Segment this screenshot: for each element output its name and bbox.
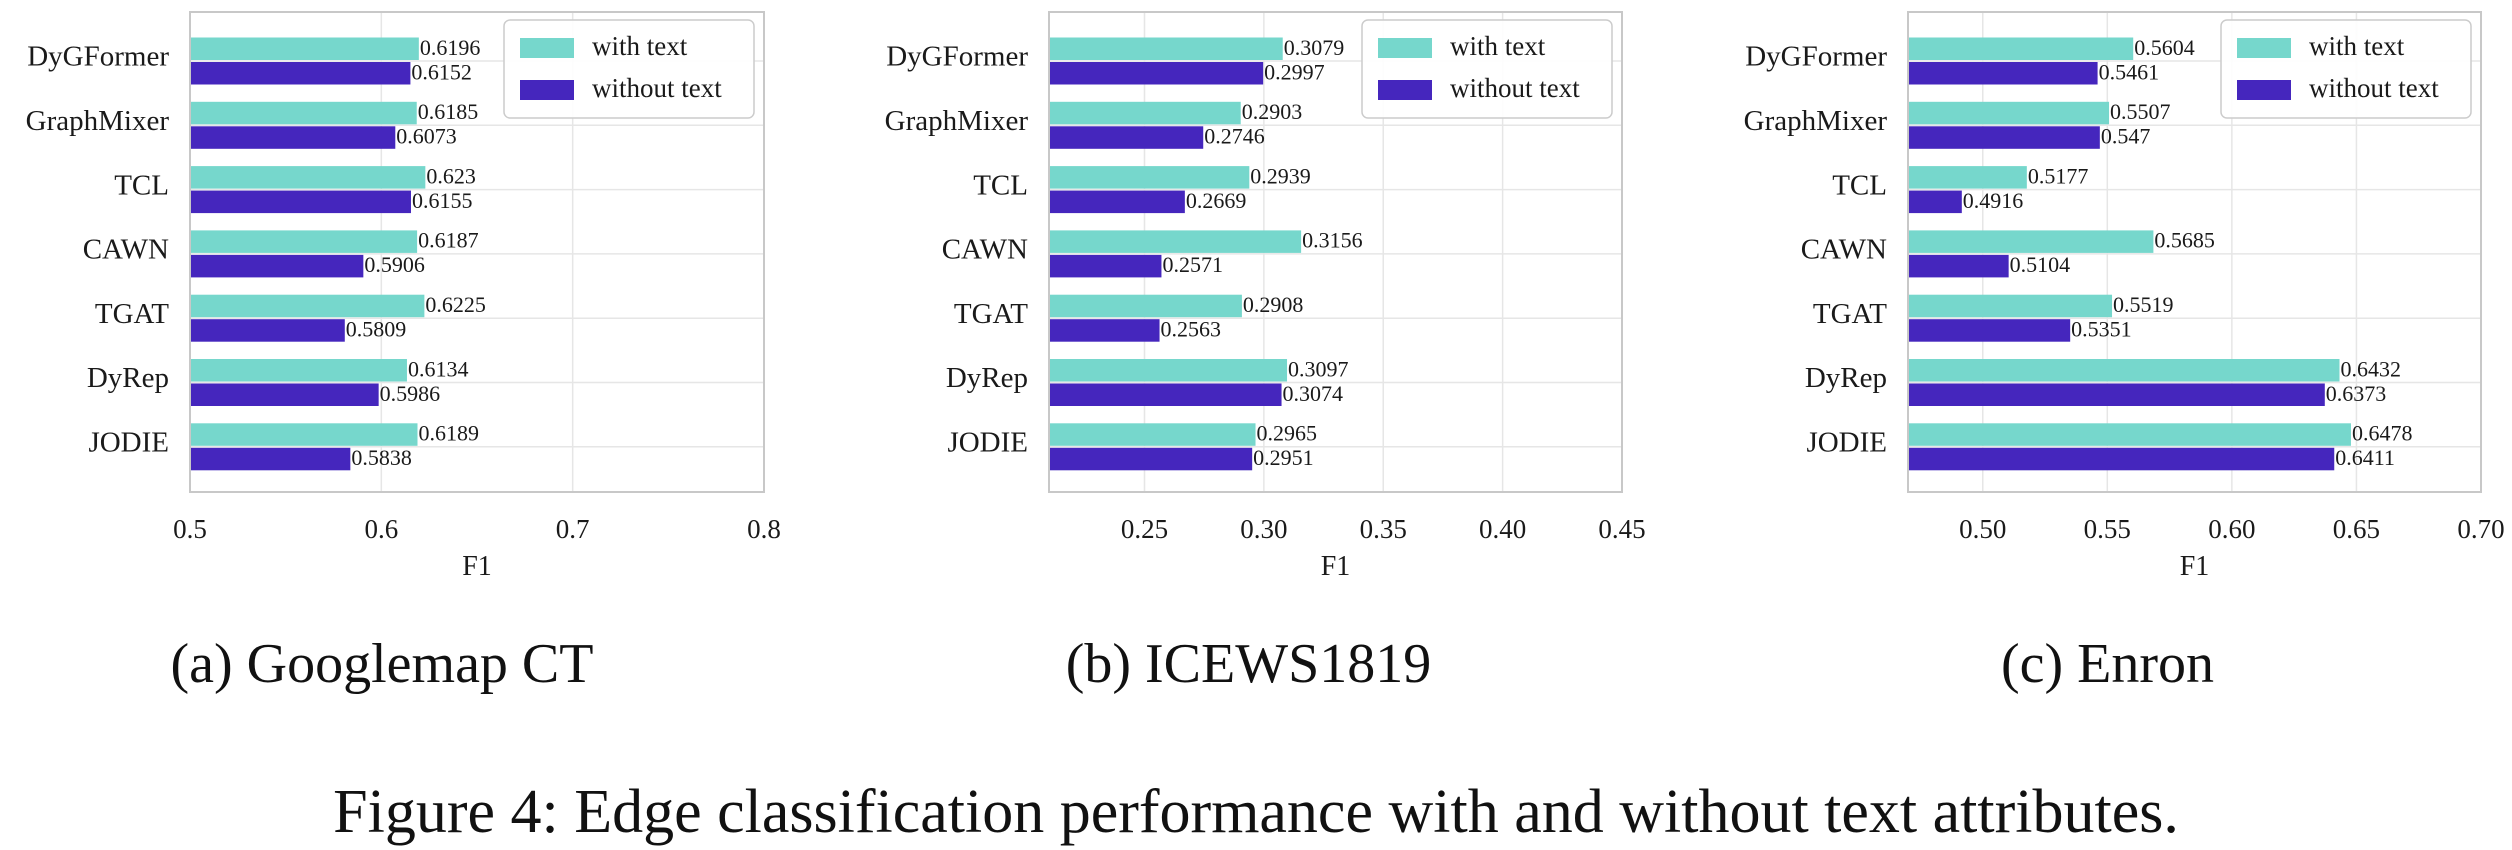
x-tick-label: 0.25 (1120, 514, 1169, 544)
x-tick-label: 0.6 (364, 514, 399, 544)
category-label-dyrep: DyRep (86, 362, 169, 395)
value-label-without-text-tgat: 0.2563 (1160, 316, 1222, 342)
legend-label-without-text: without text (1450, 73, 1580, 104)
value-label-without-text-dygformer: 0.6152 (411, 59, 472, 85)
bar-with-text-tcl (1049, 166, 1249, 189)
value-label-with-text-dyrep: 0.6134 (407, 356, 469, 382)
value-label-with-text-dyrep: 0.3097 (1288, 356, 1349, 382)
category-label-tcl: TCL (1832, 169, 1887, 202)
bar-without-text-tcl (1049, 191, 1185, 214)
x-tick-label: 0.40 (1479, 514, 1527, 544)
bar-without-text-dygformer (190, 62, 410, 85)
value-label-without-text-jodie: 0.6411 (2335, 445, 2395, 471)
bar-with-text-cawn (190, 230, 417, 253)
bar-without-text-dygformer (1049, 62, 1263, 85)
bar-with-text-tgat (1908, 295, 2112, 318)
bar-with-text-dygformer (1908, 38, 2133, 61)
category-label-dygformer: DyGFormer (1745, 40, 1887, 73)
x-tick-label: 0.5 (173, 514, 207, 544)
x-tick-label: 0.60 (2208, 514, 2256, 544)
bar-with-text-graphmixer (1049, 102, 1241, 125)
legend-swatch-with-text (520, 38, 574, 58)
bar-with-text-tcl (190, 166, 425, 189)
bar-with-text-graphmixer (190, 102, 417, 125)
value-label-with-text-cawn: 0.5685 (2154, 227, 2215, 253)
value-label-without-text-jodie: 0.5838 (351, 445, 412, 471)
value-label-with-text-dygformer: 0.6196 (419, 34, 481, 60)
value-label-with-text-jodie: 0.6478 (2351, 420, 2413, 446)
bar-with-text-jodie (1049, 423, 1256, 446)
chart-panel-2 (885, 12, 1646, 695)
legend-label-without-text: without text (2309, 73, 2439, 104)
bar-with-text-tgat (190, 295, 424, 318)
bar-without-text-tgat (1908, 319, 2070, 342)
bar-with-text-jodie (190, 423, 417, 446)
bar-with-text-tcl (1908, 166, 2027, 189)
bar-without-text-graphmixer (1908, 126, 2100, 149)
bar-without-text-graphmixer (190, 126, 395, 149)
legend-swatch-without-text (520, 80, 574, 100)
category-label-tcl: TCL (114, 169, 169, 202)
category-label-cawn: CAWN (1800, 233, 1887, 266)
bar-without-text-tgat (190, 319, 345, 342)
value-label-with-text-jodie: 0.6189 (418, 420, 479, 446)
bar-without-text-dyrep (190, 384, 379, 407)
x-axis-label: F1 (2179, 551, 2210, 582)
value-label-without-text-dyrep: 0.5986 (379, 380, 441, 406)
value-label-without-text-cawn: 0.2571 (1162, 252, 1223, 278)
category-label-cawn: CAWN (82, 233, 169, 266)
value-label-without-text-tgat: 0.5809 (345, 316, 407, 342)
value-label-with-text-tgat: 0.2908 (1242, 291, 1304, 317)
chart-panels (26, 12, 2505, 695)
category-label-dygformer: DyGFormer (886, 40, 1028, 73)
value-label-with-text-cawn: 0.3156 (1302, 227, 1363, 253)
bar-without-text-tcl (1908, 191, 1962, 214)
bar-without-text-dyrep (1049, 384, 1282, 407)
bar-with-text-cawn (1049, 230, 1301, 253)
value-label-without-text-jodie: 0.2951 (1253, 445, 1314, 471)
bar-without-text-dyrep (1908, 384, 2325, 407)
bar-with-text-cawn (1908, 230, 2153, 253)
value-label-with-text-tcl: 0.2939 (1250, 163, 1311, 189)
legend-label-with-text: with text (2309, 31, 2405, 62)
subfigure-caption: (b) ICEWS1819 (1065, 633, 1432, 695)
bar-without-text-tcl (190, 191, 411, 214)
value-label-without-text-cawn: 0.5104 (2009, 252, 2071, 278)
legend-swatch-with-text (2237, 38, 2291, 58)
value-label-with-text-tgat: 0.6225 (425, 291, 486, 317)
x-tick-label: 0.50 (1959, 514, 2007, 544)
category-label-tgat: TGAT (953, 297, 1028, 330)
category-label-graphmixer: GraphMixer (25, 104, 169, 137)
category-label-jodie: JODIE (88, 426, 169, 459)
bar-with-text-dyrep (1049, 359, 1287, 382)
value-label-without-text-tgat: 0.5351 (2071, 316, 2132, 342)
value-label-with-text-dyrep: 0.6432 (2340, 356, 2401, 382)
x-axis-label: F1 (462, 551, 492, 582)
value-label-without-text-graphmixer: 0.6073 (396, 123, 457, 149)
value-label-with-text-graphmixer: 0.6185 (417, 99, 479, 125)
value-label-without-text-dygformer: 0.2997 (1264, 59, 1325, 85)
bar-without-text-jodie (1908, 448, 2334, 471)
bar-with-text-graphmixer (1908, 102, 2109, 125)
legend-label-with-text: with text (1450, 31, 1546, 62)
legend (2221, 20, 2471, 118)
category-label-graphmixer: GraphMixer (1743, 104, 1887, 137)
bar-with-text-tgat (1049, 295, 1242, 318)
category-label-cawn: CAWN (941, 233, 1028, 266)
x-tick-label: 0.70 (2457, 514, 2505, 544)
bar-with-text-dyrep (1908, 359, 2339, 382)
category-label-jodie: JODIE (1806, 426, 1887, 459)
subfigure-caption: (c) Enron (2000, 633, 2215, 695)
legend-swatch-without-text (2237, 80, 2291, 100)
value-label-without-text-graphmixer: 0.2746 (1204, 123, 1265, 149)
bar-with-text-dygformer (1049, 38, 1283, 61)
bar-without-text-cawn (190, 255, 363, 278)
x-tick-label: 0.65 (2332, 514, 2381, 544)
bar-without-text-cawn (1908, 255, 2009, 278)
bar-without-text-tgat (1049, 319, 1160, 342)
value-label-without-text-cawn: 0.5906 (364, 252, 425, 278)
value-label-without-text-dyrep: 0.6373 (2325, 380, 2387, 406)
category-label-dygformer: DyGFormer (27, 40, 169, 73)
bar-without-text-jodie (1049, 448, 1252, 471)
value-label-without-text-tcl: 0.6155 (411, 187, 473, 213)
legend (1362, 20, 1612, 118)
value-label-without-text-graphmixer: 0.547 (2100, 123, 2151, 149)
x-tick-label: 0.35 (1359, 514, 1407, 544)
value-label-with-text-jodie: 0.2965 (1256, 420, 1318, 446)
category-label-dyrep: DyRep (945, 362, 1028, 395)
value-label-without-text-tcl: 0.2669 (1185, 187, 1247, 213)
value-label-with-text-cawn: 0.6187 (418, 227, 479, 253)
category-label-graphmixer: GraphMixer (884, 104, 1028, 137)
x-tick-label: 0.45 (1598, 514, 1646, 544)
chart-panel-1 (26, 12, 781, 695)
bar-without-text-cawn (1049, 255, 1161, 278)
value-label-with-text-dygformer: 0.3079 (1283, 34, 1345, 60)
category-label-jodie: JODIE (947, 426, 1028, 459)
category-label-tgat: TGAT (1812, 297, 1887, 330)
legend-label-without-text: without text (592, 73, 722, 104)
bar-without-text-dygformer (1908, 62, 2098, 85)
value-label-with-text-tcl: 0.5177 (2027, 163, 2089, 189)
category-label-tgat: TGAT (94, 297, 169, 330)
legend (504, 20, 754, 118)
bar-without-text-jodie (190, 448, 350, 471)
category-label-tcl: TCL (973, 169, 1028, 202)
bar-without-text-graphmixer (1049, 126, 1203, 149)
chart-panel-3 (1744, 12, 2505, 695)
value-label-with-text-tgat: 0.5519 (2113, 291, 2174, 317)
x-tick-label: 0.55 (2083, 514, 2131, 544)
category-label-dyrep: DyRep (1804, 362, 1887, 395)
legend-swatch-without-text (1378, 80, 1432, 100)
x-tick-label: 0.8 (747, 514, 781, 544)
value-label-with-text-dygformer: 0.5604 (2134, 34, 2195, 60)
bar-with-text-jodie (1908, 423, 2351, 446)
value-label-with-text-graphmixer: 0.5507 (2110, 99, 2171, 125)
value-label-without-text-tcl: 0.4916 (1962, 187, 2024, 213)
value-label-with-text-tcl: 0.623 (426, 163, 476, 189)
legend-swatch-with-text (1378, 38, 1432, 58)
x-tick-label: 0.7 (555, 514, 590, 544)
x-axis-label: F1 (1320, 551, 1351, 582)
value-label-without-text-dygformer: 0.5461 (2098, 59, 2160, 85)
value-label-without-text-dyrep: 0.3074 (1282, 380, 1344, 406)
bar-with-text-dyrep (190, 359, 407, 382)
bar-with-text-dygformer (190, 38, 419, 61)
figure-caption: Figure 4: Edge classification performance with and without text attributes. (333, 778, 2179, 846)
x-tick-label: 0.30 (1240, 514, 1288, 544)
subfigure-caption: (a) Googlemap CT (170, 633, 594, 695)
value-label-with-text-graphmixer: 0.2903 (1241, 99, 1303, 125)
legend-label-with-text: with text (592, 31, 688, 62)
